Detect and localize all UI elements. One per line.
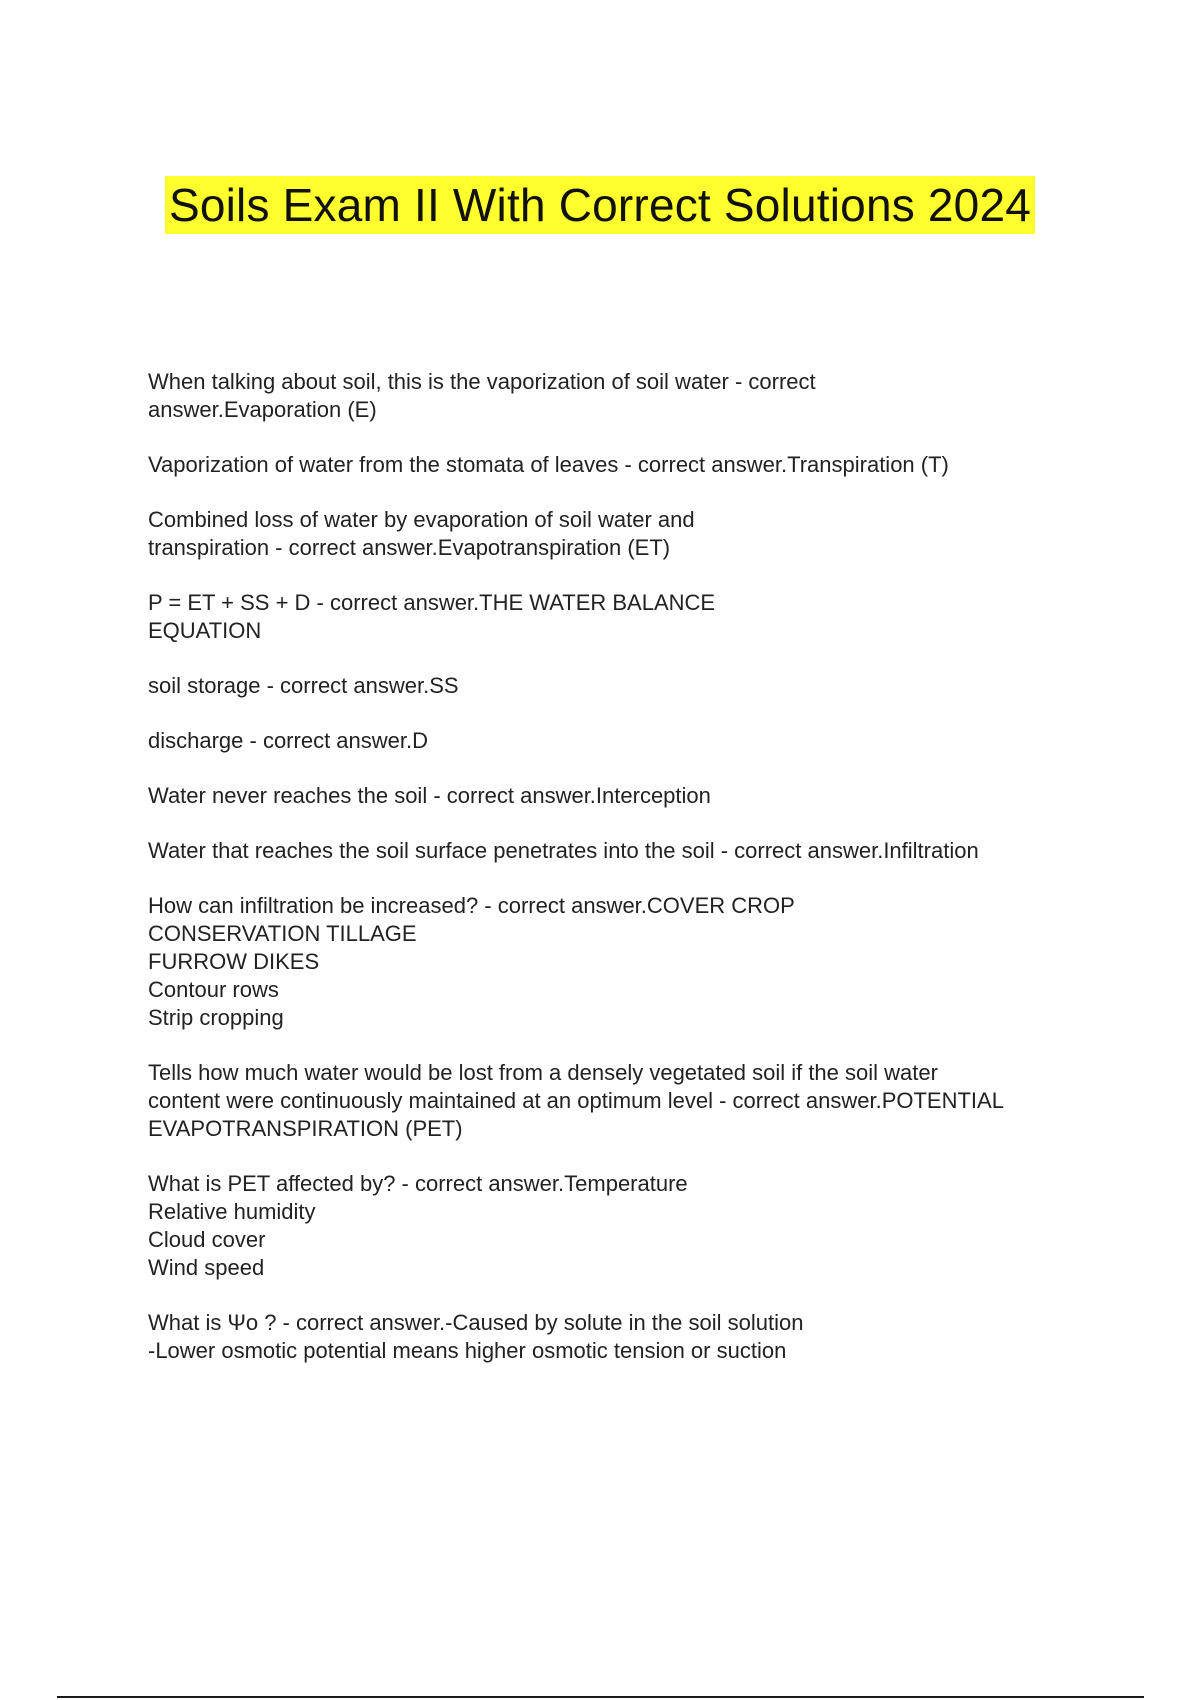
qa-item-line: How can infiltration be increased? - correct answer.COVER CROP <box>148 893 795 918</box>
qa-item-line: Water never reaches the soil - correct answer.Interception <box>148 783 711 808</box>
qa-item-line: EQUATION <box>148 618 262 643</box>
qa-item <box>148 782 1108 810</box>
qa-item-line: Relative humidity <box>148 1199 316 1224</box>
qa-item-line: Wind speed <box>148 1255 265 1280</box>
qa-item-line: -Lower osmotic potential means higher osmotic tension or suction <box>148 1338 787 1363</box>
qa-item <box>148 1170 1108 1282</box>
qa-item-line: FURROW DIKES <box>148 949 320 974</box>
qa-item <box>148 1059 1108 1143</box>
qa-item <box>148 451 1108 479</box>
qa-item-line: Water that reaches the soil surface penetrates into the soil - correct answer.Infiltration <box>148 838 979 863</box>
qa-item-line: transpiration - correct answer.Evapotranspiration (ET) <box>148 535 671 560</box>
qa-item-line: answer.Evaporation (E) <box>148 397 377 422</box>
qa-item <box>148 368 1108 424</box>
qa-item <box>148 1309 1108 1365</box>
document-title: Soils Exam II With Correct Solutions 2024 <box>165 176 1035 234</box>
qa-item <box>148 589 1108 645</box>
page-bottom-rule <box>57 1696 1144 1698</box>
title-container <box>0 176 1200 234</box>
qa-item <box>148 727 1108 755</box>
qa-item-line: When talking about soil, this is the vaporization of soil water - correct <box>148 369 816 394</box>
qa-item-line: content were continuously maintained at an optimum level - correct answer.POTENTIAL <box>148 1088 1004 1113</box>
qa-item-line: Combined loss of water by evaporation of soil water and <box>148 507 695 532</box>
qa-item-line: What is Ψo ? - correct answer.-Caused by solute in the soil solution <box>148 1310 804 1335</box>
qa-item-line: Cloud cover <box>148 1227 266 1252</box>
qa-item <box>148 672 1108 700</box>
qa-list <box>148 368 1108 1392</box>
qa-item-line: soil storage - correct answer.SS <box>148 673 459 698</box>
qa-item-line: EVAPOTRANSPIRATION (PET) <box>148 1116 463 1141</box>
qa-item-line: Vaporization of water from the stomata of leaves - correct answer.Transpiration (T) <box>148 452 949 477</box>
qa-item-line: Tells how much water would be lost from a densely vegetated soil if the soil water <box>148 1060 938 1085</box>
qa-item <box>148 506 1108 562</box>
qa-item <box>148 892 1108 1032</box>
qa-item-line: What is PET affected by? - correct answer.Temperature <box>148 1171 688 1196</box>
qa-item-line: Contour rows <box>148 977 279 1002</box>
qa-item-line: Strip cropping <box>148 1005 284 1030</box>
qa-item <box>148 837 1108 865</box>
qa-item-line: P = ET + SS + D - correct answer.THE WATER BALANCE <box>148 590 716 615</box>
qa-item-line: discharge - correct answer.D <box>148 728 428 753</box>
qa-item-line: CONSERVATION TILLAGE <box>148 921 417 946</box>
